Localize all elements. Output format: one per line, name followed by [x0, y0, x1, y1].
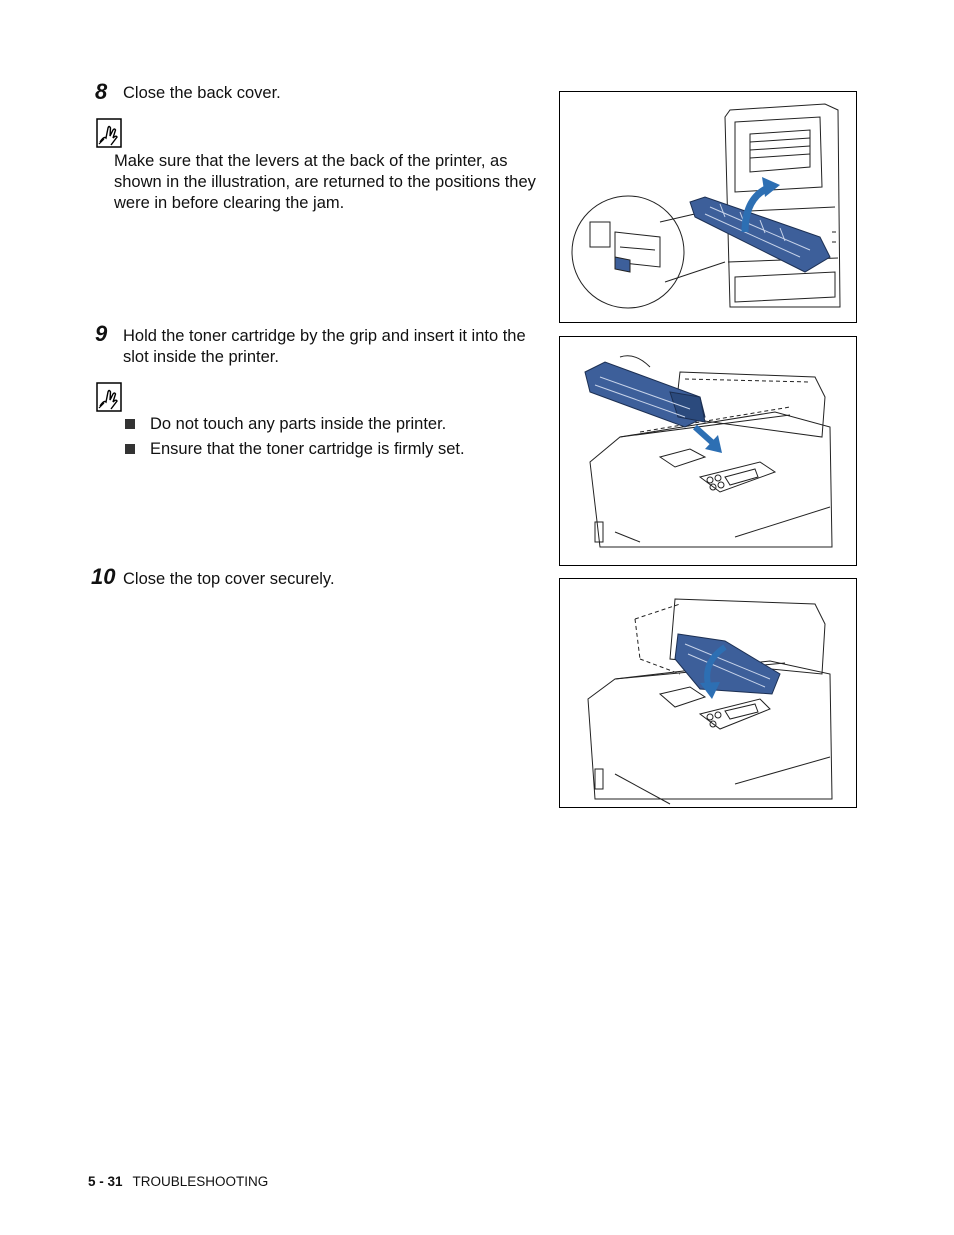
note-bullet-list [125, 414, 545, 460]
bullet-square-icon [125, 444, 135, 454]
note-text: Make sure that the levers at the back of the printer, as shown in the illustration, are returned to the positions they were in before clearing the jam. [114, 152, 536, 212]
list-item [125, 439, 545, 460]
step-text: Hold the toner cartridge by the grip and insert it into the slot inside the printer. [123, 327, 526, 366]
step-number: 8 [95, 79, 108, 104]
note-hand-icon [96, 382, 122, 412]
figure-close-back-cover [559, 91, 857, 323]
step-number: 10 [91, 564, 116, 589]
page-footer [88, 1174, 268, 1189]
section-name: TROUBLESHOOTING [132, 1174, 269, 1189]
step-text: Close the top cover securely. [123, 570, 335, 588]
bullet-square-icon [125, 419, 135, 429]
step-text: Close the back cover. [123, 84, 281, 102]
page-number: 5 - 31 [88, 1174, 123, 1189]
bullet-text: Do not touch any parts inside the printer. [150, 415, 447, 433]
figure-close-top-cover [559, 578, 857, 808]
list-item [125, 414, 545, 435]
step-number: 9 [95, 321, 108, 346]
bullet-text: Ensure that the toner cartridge is firmly set. [150, 440, 465, 458]
note-hand-icon [96, 118, 122, 148]
figure-insert-toner [559, 336, 857, 566]
